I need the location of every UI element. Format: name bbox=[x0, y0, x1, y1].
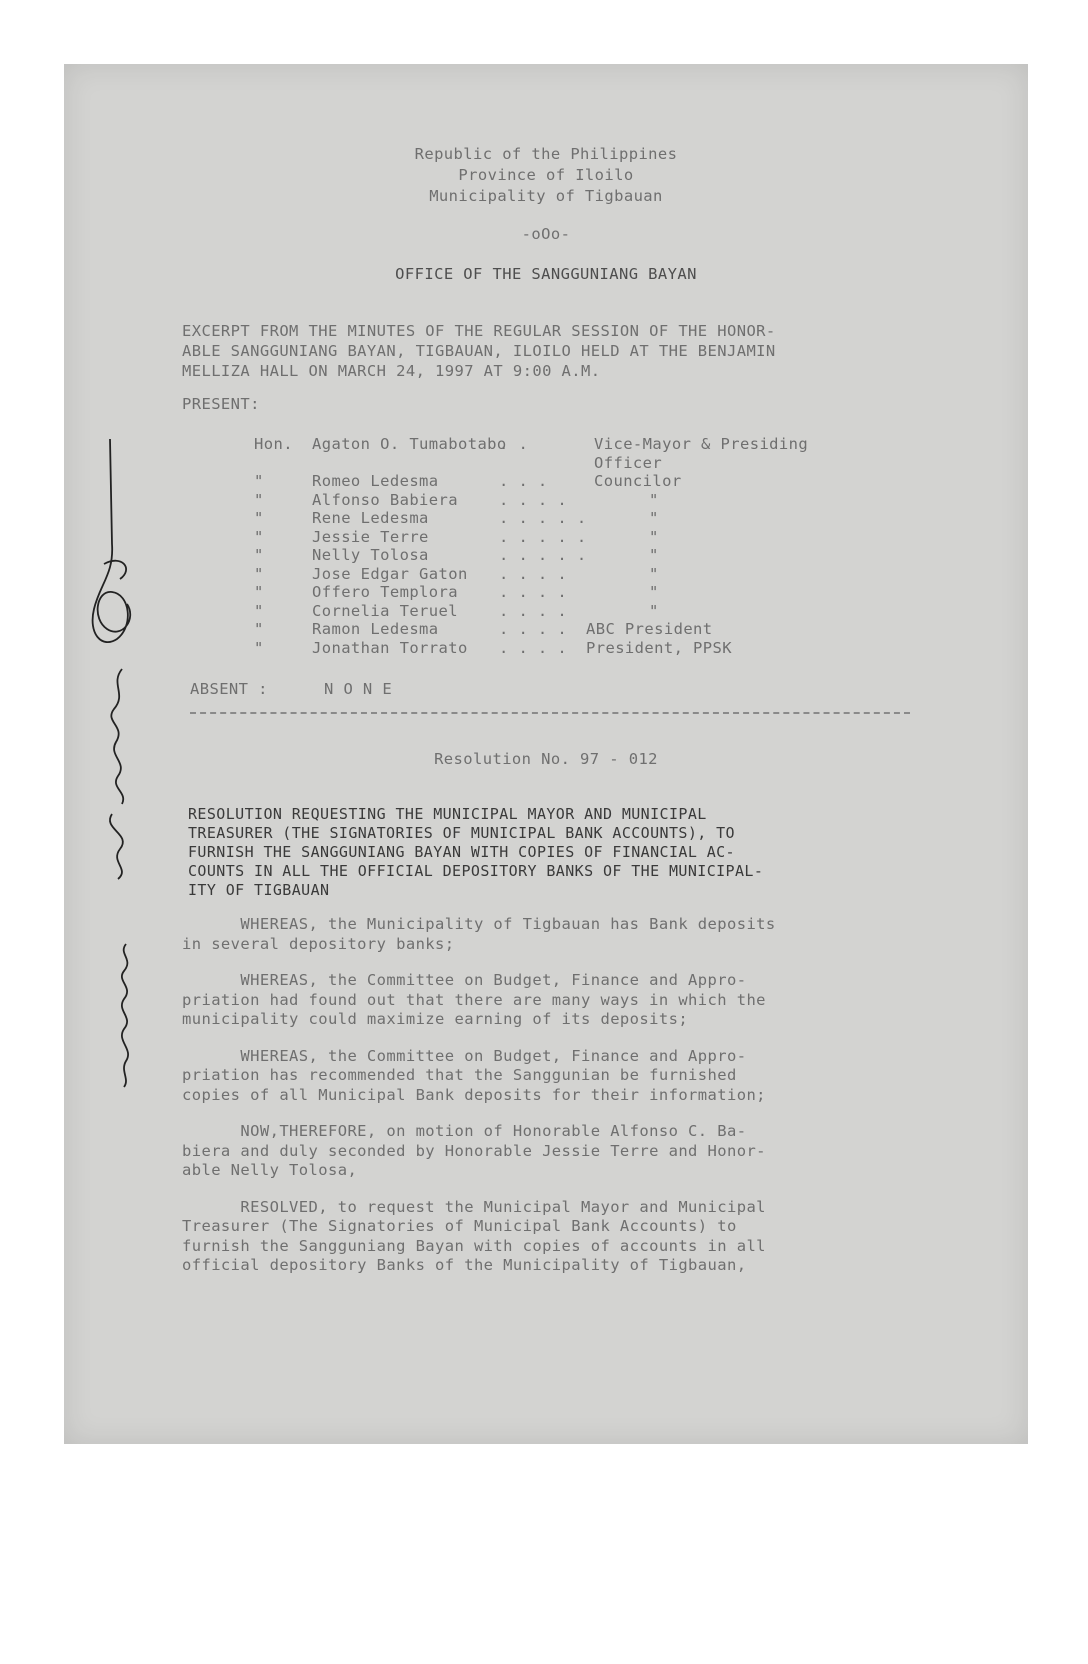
paragraph-line: furnish the Sangguniang Bayan with copies of accounts in all bbox=[182, 1236, 766, 1255]
paragraph-line: municipality could maximize earning of its deposits; bbox=[182, 1010, 689, 1028]
attendee-leader: . . . . . bbox=[499, 527, 587, 546]
attendee-prefix: " bbox=[254, 601, 264, 620]
attendee-prefix: " bbox=[254, 546, 264, 564]
document-sheet bbox=[64, 64, 1028, 1444]
attendee-leader: . . . . . bbox=[499, 509, 587, 527]
header-province: Province of Iloilo bbox=[458, 166, 634, 184]
attendee-prefix: " bbox=[254, 638, 264, 657]
paragraph-line: able Nelly Tolosa, bbox=[182, 1161, 358, 1179]
excerpt-line: EXCERPT FROM THE MINUTES OF THE REGULAR SESSION OF THE HONOR- bbox=[182, 322, 776, 340]
paragraph-line: official depository Banks of the Municipality of Tigbauan, bbox=[182, 1256, 747, 1274]
paragraph-line: in several depository banks; bbox=[182, 934, 455, 953]
attendee-leader: . . . bbox=[499, 472, 548, 490]
attendee-role: " bbox=[649, 527, 659, 546]
paragraph-line: WHEREAS, the Municipality of Tigbauan has Bank deposits bbox=[182, 915, 776, 933]
office-title: OFFICE OF THE SANGGUNIANG BAYAN bbox=[395, 265, 697, 283]
attendee-prefix: " bbox=[254, 527, 264, 546]
header-municipality: Municipality of Tigbauan bbox=[429, 187, 663, 205]
attendee-name: Ramon Ledesma bbox=[312, 620, 439, 638]
attendee-role: ABC President bbox=[586, 620, 713, 638]
header-republic: Republic of the Philippines bbox=[414, 145, 678, 163]
attendee-role: " bbox=[649, 601, 659, 620]
present-label: PRESENT: bbox=[182, 395, 260, 413]
resolution-title-line: TREASURER (THE SIGNATORIES OF MUNICIPAL BANK ACCOUNTS), TO bbox=[188, 824, 735, 842]
attendee-name: Jessie Terre bbox=[312, 527, 429, 546]
attendee-name: Alfonso Babiera bbox=[312, 490, 458, 509]
attendee-role: " bbox=[649, 564, 659, 583]
attendee-prefix: " bbox=[254, 490, 264, 509]
attendee-leader: . . . . bbox=[499, 620, 568, 638]
attendee-role: Officer bbox=[594, 453, 663, 472]
paragraph-line: priation has recommended that the Sanggunian be furnished bbox=[182, 1066, 737, 1084]
paragraph-line: Treasurer (The Signatories of Municipal Bank Accounts) to bbox=[182, 1217, 737, 1235]
signature-mark bbox=[82, 434, 142, 664]
attendee-name: Agaton O. Tumabotabo bbox=[312, 435, 507, 453]
attendee-name: Offero Templora bbox=[312, 583, 458, 601]
attendee-prefix: Hon. bbox=[254, 435, 293, 453]
attendee-leader: . . . . . bbox=[499, 546, 587, 564]
absent-value: N O N E bbox=[324, 680, 393, 698]
attendee-leader: . . . . bbox=[499, 601, 568, 620]
attendee-role: " bbox=[649, 509, 659, 527]
attendee-leader: . . . . bbox=[499, 490, 568, 509]
attendee-role: Councilor bbox=[594, 472, 682, 490]
attendee-role: Vice-Mayor & Presiding bbox=[594, 435, 809, 453]
paragraph-line: priation had found out that there are many ways in which the bbox=[182, 990, 766, 1009]
attendee-prefix: " bbox=[254, 472, 264, 490]
header-ornament: -oOo- bbox=[521, 225, 571, 243]
resolution-title-line: ITY OF TIGBAUAN bbox=[188, 881, 330, 899]
attendee-name: Jonathan Torrato bbox=[312, 638, 468, 657]
paragraph-line: WHEREAS, the Committee on Budget, Finance and Appro- bbox=[182, 1046, 747, 1065]
attendee-prefix: " bbox=[254, 564, 264, 583]
paragraph-line: RESOLVED, to request the Municipal Mayor and Municipal bbox=[182, 1197, 766, 1216]
attendee-name: Rene Ledesma bbox=[312, 509, 429, 527]
attendee-leader: . . . . bbox=[499, 638, 568, 657]
signature-mark bbox=[108, 939, 142, 1089]
attendee-leader: . . . . bbox=[499, 583, 568, 601]
resolution-title-line: COUNTS IN ALL THE OFFICIAL DEPOSITORY BANKS OF THE MUNICIPAL- bbox=[188, 862, 764, 880]
absent-label: ABSENT : bbox=[190, 680, 268, 698]
attendee-prefix: " bbox=[254, 583, 264, 601]
attendee-name: Romeo Ledesma bbox=[312, 472, 439, 490]
paragraph-line: NOW,THEREFORE, on motion of Honorable Alfonso C. Ba- bbox=[182, 1122, 747, 1140]
attendee-role: President, PPSK bbox=[586, 638, 732, 657]
attendee-leader: . . . . bbox=[499, 564, 568, 583]
attendee-prefix: " bbox=[254, 620, 264, 638]
separator-line bbox=[190, 712, 910, 714]
attendee-prefix: " bbox=[254, 509, 264, 527]
attendee-name: Jose Edgar Gaton bbox=[312, 564, 468, 583]
attendee-role: " bbox=[649, 546, 659, 564]
excerpt-line: MELLIZA HALL ON MARCH 24, 1997 AT 9:00 A.M. bbox=[182, 362, 601, 380]
paragraph-line: copies of all Municipal Bank deposits for their information; bbox=[182, 1085, 766, 1104]
attendee-role: " bbox=[649, 583, 659, 601]
resolution-title-line: FURNISH THE SANGGUNIANG BAYAN WITH COPIES OF FINANCIAL AC- bbox=[188, 843, 735, 861]
resolution-title-line: RESOLUTION REQUESTING THE MUNICIPAL MAYOR AND MUNICIPAL bbox=[188, 805, 707, 823]
attendee-name: Nelly Tolosa bbox=[312, 546, 429, 564]
attendee-leader: . . bbox=[499, 435, 529, 453]
attendee-name: Cornelia Teruel bbox=[312, 601, 458, 620]
excerpt-line: ABLE SANGGUNIANG BAYAN, TIGBAUAN, ILOILO HELD AT THE BENJAMIN bbox=[182, 342, 776, 360]
attendee-role: " bbox=[649, 490, 659, 509]
paragraph-line: WHEREAS, the Committee on Budget, Finance and Appro- bbox=[182, 971, 747, 989]
paragraph-line: biera and duly seconded by Honorable Jessie Terre and Honor- bbox=[182, 1141, 766, 1160]
signature-mark bbox=[92, 664, 142, 884]
resolution-number: Resolution No. 97 - 012 bbox=[434, 750, 658, 768]
